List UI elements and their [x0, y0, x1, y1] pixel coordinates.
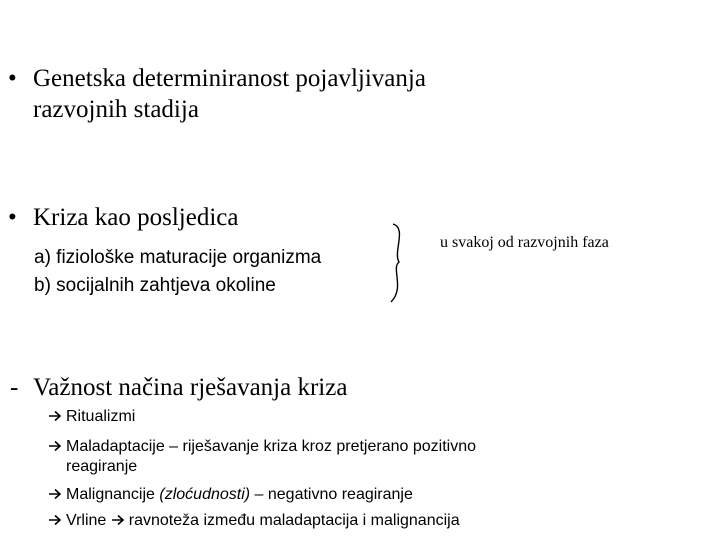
dash-marker: - — [10, 374, 19, 401]
sub-item-b: b) socijalnih zahtjeva okoline — [34, 275, 276, 296]
list-item-maladaptacije — [48, 437, 476, 457]
bullet1-line2: razvojnih stadija — [33, 96, 199, 123]
sub-item-a: a) fiziološke maturacije organizma — [34, 247, 322, 268]
item-text-italic: (zloćudnosti) — [159, 486, 251, 503]
bullet-marker: • — [8, 204, 17, 231]
item-text-after: – negativno reagiranje — [250, 486, 413, 503]
arrow-right-icon — [111, 514, 125, 526]
list-item-malignancije — [48, 485, 413, 505]
arrow-right-icon — [48, 488, 62, 500]
item-text: Maladaptacije – riješavanje kriza kroz pretjerano pozitivno — [66, 438, 476, 455]
curly-brace-icon — [383, 222, 413, 304]
arrow-right-icon — [48, 440, 62, 452]
brace-note: u svakoj od razvojnih faza — [440, 234, 609, 251]
bullet1-line1: Genetska determiniranost pojavljivanja — [33, 65, 426, 92]
section3-title: Važnost načina rješavanja kriza — [33, 374, 348, 401]
list-item-continuation: reagiranje — [66, 458, 138, 475]
bullet2-heading: Kriza kao posljedica — [33, 204, 239, 231]
bullet-marker: • — [8, 65, 17, 92]
arrow-right-icon — [48, 514, 62, 526]
list-item-vrline — [48, 511, 460, 531]
item-text: Ritualizmi — [66, 408, 136, 425]
arrow-right-icon — [48, 410, 62, 422]
list-item-ritualizmi — [48, 407, 135, 427]
item-text-part2: ravnoteža između maladaptacija i malignancija — [128, 512, 460, 529]
item-text-before: Malignancije — [66, 486, 160, 503]
item-text-part1: Vrline — [66, 512, 111, 529]
